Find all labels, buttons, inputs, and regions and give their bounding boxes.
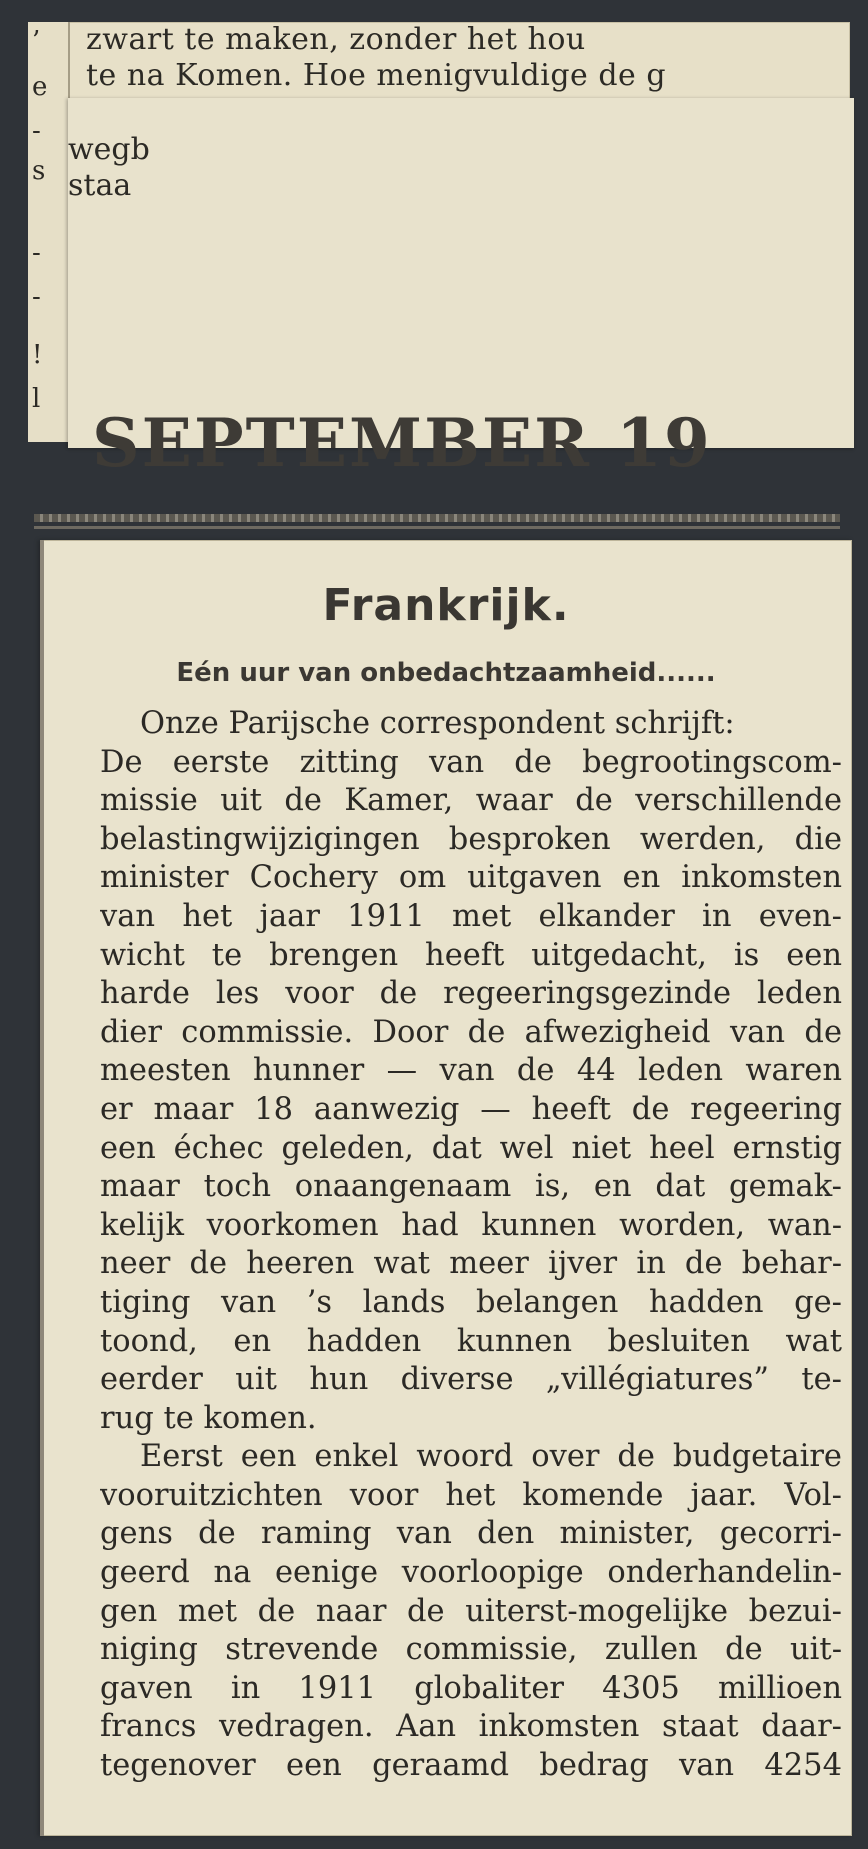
article-line: van het jaar 1911 met elkander in even-	[100, 898, 842, 934]
article-line: vooruitzichten voor het komende jaar. Vol-	[100, 1477, 842, 1513]
article-line: kelijk voorkomen had kunnen worden, wan-	[100, 1207, 842, 1243]
back-tail-line-1: wegb	[68, 132, 150, 167]
article-line: meesten hunner — van de 44 leden waren	[100, 1053, 842, 1089]
clipping-edge	[40, 540, 44, 1836]
back-clipping-line-2: te na Komen. Hoe menigvuldige de g	[86, 58, 667, 93]
article-line: francs vedragen. Aan inkomsten staat daar-	[100, 1709, 842, 1745]
margin-mark: e	[32, 72, 48, 102]
margin-mark: -	[32, 238, 41, 268]
header-rule	[34, 514, 840, 522]
article-line: belastingwijzigingen besproken werden, die	[100, 821, 842, 857]
article-line: gen met de naar de uiterst-mogelijke bezui-	[100, 1593, 842, 1629]
header-rule-thin	[34, 526, 840, 529]
article-line: toond, en hadden kunnen besluiten wat	[100, 1323, 842, 1359]
article-line: neer de heeren wat meer ijver in de behar-	[100, 1246, 842, 1282]
newspaper-date-header: SEPTEMBER 19	[92, 404, 712, 482]
article-line: minister Cochery om uitgaven en inkomsten	[100, 860, 842, 896]
article-body	[100, 705, 842, 1786]
margin-mark: !	[32, 340, 43, 370]
article-line: een échec geleden, dat wel niet heel ernstig	[100, 1130, 842, 1166]
article-line: harde les voor de regeeringsgezinde leden	[100, 976, 842, 1012]
article-line: geerd na eenige voorloopige onderhandelin-	[100, 1555, 842, 1591]
article-line: missie uit de Kamer, waar de verschillende	[100, 783, 842, 819]
article-line: tiging van ’s lands belangen hadden ge-	[100, 1284, 842, 1320]
margin-mark: -	[32, 282, 41, 312]
margin-mark: ’	[32, 26, 41, 56]
margin-mark: l	[32, 384, 41, 414]
article-line: tegenover een geraamd bedrag van 4254	[100, 1748, 842, 1784]
article-line: dier commissie. Door de afwezigheid van de	[100, 1014, 842, 1050]
overlapping-paper	[68, 98, 854, 448]
article-line: er maar 18 aanwezig — heeft de regeering	[100, 1091, 842, 1127]
article-line: gaven in 1911 globaliter 4305 millioen	[100, 1670, 842, 1706]
margin-mark: s	[32, 156, 46, 186]
article-line: gens de raming van den minister, gecorri-	[100, 1516, 842, 1552]
article-clipping	[40, 540, 852, 1836]
left-margin-strip	[28, 22, 70, 442]
back-clipping-tail	[68, 132, 150, 204]
article-line: Onze Parijsche correspondent schrijft:	[140, 706, 735, 741]
article-line: wicht te brengen heeft uitgedacht, is een	[100, 937, 842, 973]
article-subheading: Eén uur van onbedachtzaamheid......	[176, 658, 716, 688]
article-line: Eerst een enkel woord over de budgetaire	[140, 1439, 842, 1475]
back-tail-line-2: staa	[68, 168, 132, 203]
article-line: rug te komen.	[100, 1400, 317, 1436]
article-line: eerder uit hun diverse „villégiatures” te-	[100, 1362, 842, 1398]
article-line: niging strevende commissie, zullen de uit-	[100, 1632, 842, 1668]
article-line: De eerste zitting van de begrootingscom-	[100, 744, 842, 780]
article-heading: Frankrijk.	[322, 580, 570, 631]
margin-mark: -	[32, 116, 41, 146]
back-clipping-line-1: zwart te maken, zonder het hou	[86, 22, 586, 57]
article-line: maar toch onaangenaam is, en dat gemak-	[100, 1169, 842, 1205]
